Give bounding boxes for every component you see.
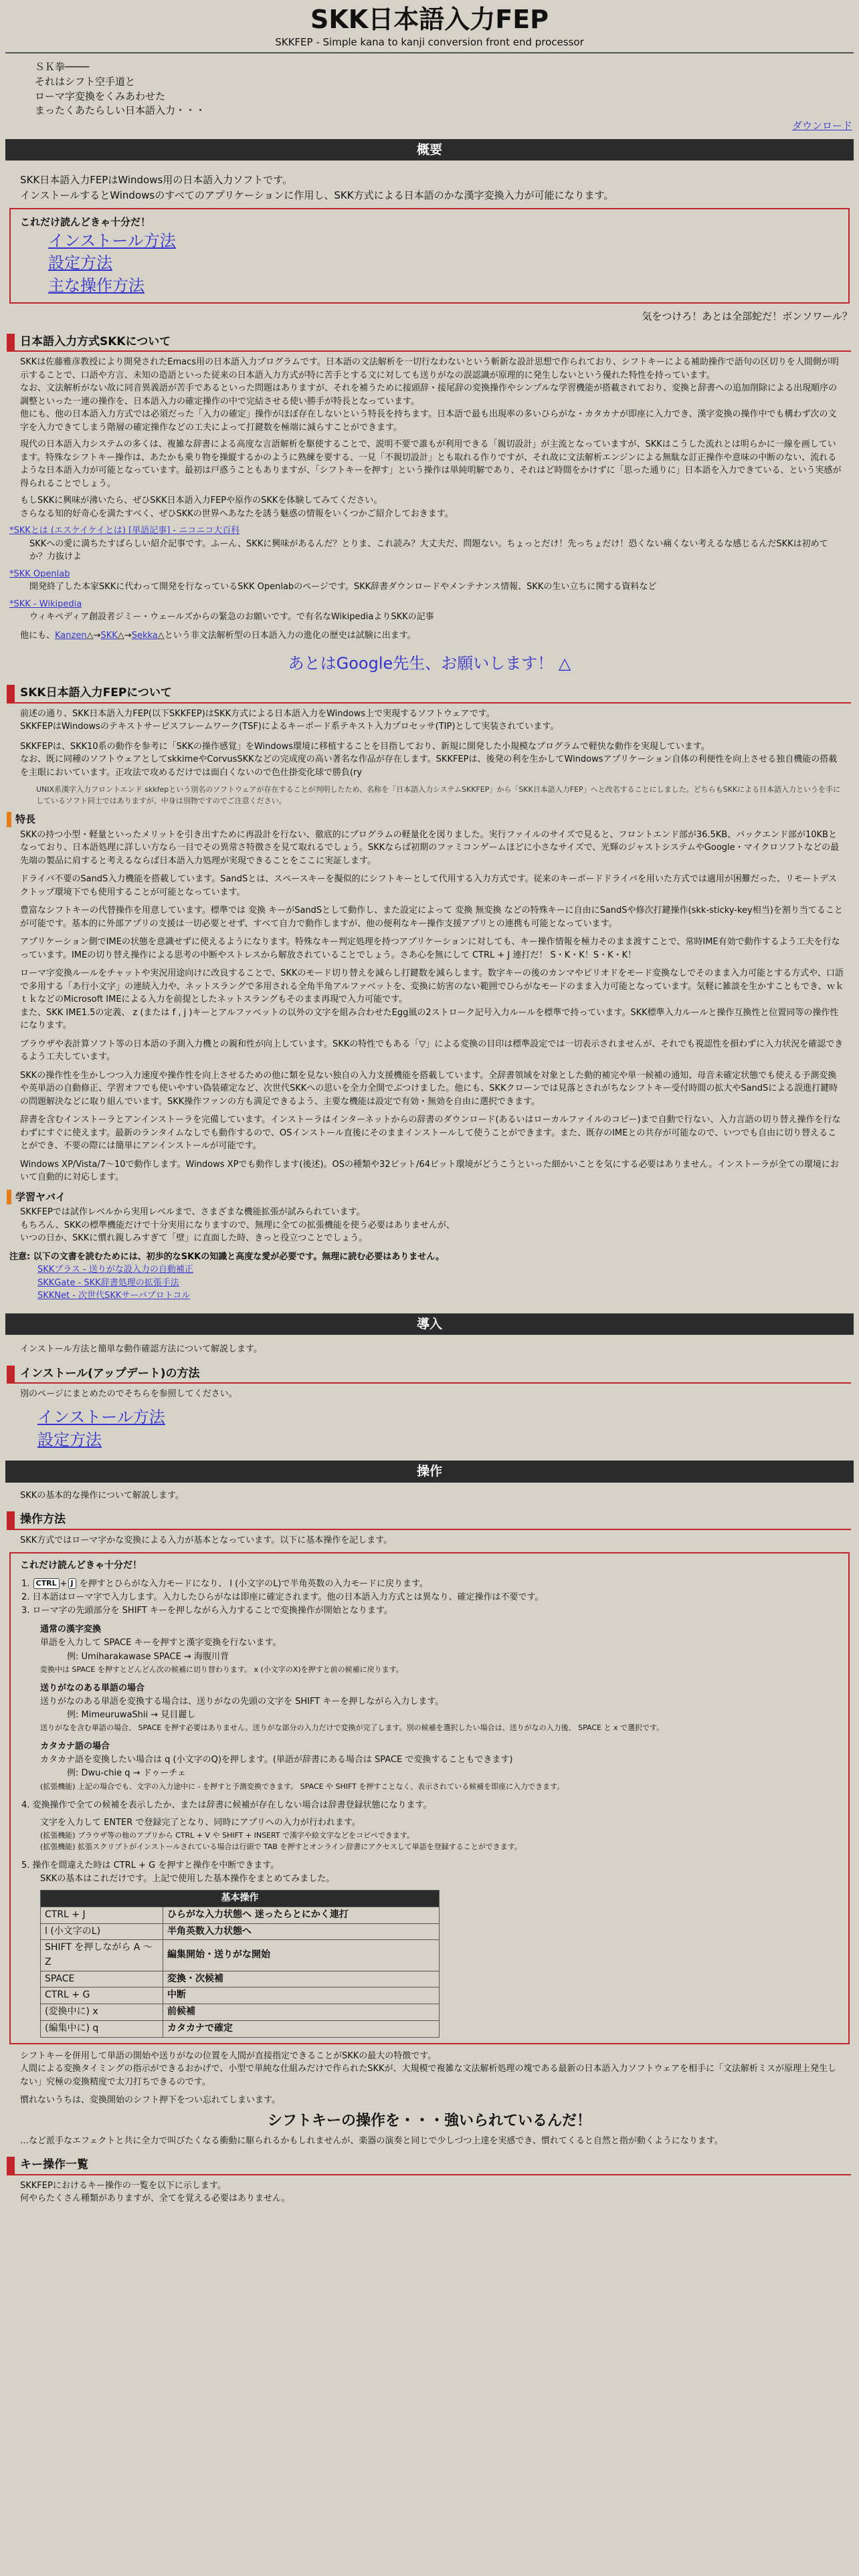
desc: 単語を入力して SPACE キーを押すと漢字変換を行ないます。 [40,1638,282,1648]
heading-research: 学習ヤバイ [7,1190,851,1205]
action-cell: 中断 [163,1988,440,2004]
reference-item [9,568,844,594]
skkplus-link[interactable]: SKKプラス - 送りがな設入力の自動補正 [37,1265,193,1275]
paragraph: SKKFEPでは試作レベルから実用レベルまで、さまざまな機能拡張が試みられています。 [20,1207,365,1218]
action-cell: 編集開始・送りがな開始 [163,1940,440,1971]
key-cell: l (小文字のL) [41,1923,163,1940]
heading-operation: 操作方法 [7,1511,851,1530]
desc: 送りがなのある単語を変換する場合は、送りがなの先頭の文字を SHIFT キーを押しながら入力します。 [40,1696,444,1707]
heading-key-list: キー操作一覧 [7,2157,851,2175]
table-row [41,2020,440,2037]
step-text: ローマ字の先頭部分を SHIFT キーを押しながら入力することで変換操作が開始となります。 [32,1606,393,1616]
intro-text: インストール方法と簡単な動作確認方法について解説します。 [20,1344,263,1355]
subheading: 送りがなのある単語の場合 [40,1683,145,1693]
poem-line: ＳＫ拳──── [35,61,90,74]
openlab-link[interactable]: *SKK Openlab [9,568,70,579]
download-link[interactable]: ダウンロード [791,120,852,132]
paragraph: SKKFEPはWindowsのテキストサービスフレームワーク(TSF)によるキーボード系テキスト入力プロセッサ(TIP)として実装されています。 [20,722,559,732]
table-row [41,1923,440,1940]
paragraph: いつの日か、SKKに慣れ親しみすぎて「壁」に直面した時、きっと役立つことでしょう。 [20,1233,368,1244]
section-band-intro: 導入 [5,1313,854,1335]
about-fep-body [20,708,844,807]
feature-text: 辞書を含むインストーラとアンインストーラを完備しています。インストーラはインターネットからの辞書のダウンロード(あるいはローカルファイルのコピー)まで自動で行ない、入力言語の切り替え操作を行なわずにすぐに使えます。最新のランタイムなしでも動作するので、OSインストール直後にそのままインストールして使うことができます。また、既存のIMEとの共存が可能なので、いつでも自由に切り替えることができ、不要の際には簡単にアンインストールが可能です。 [20,1115,841,1152]
poem-line: まったくあたらしい日本語入力・・・ [35,104,206,117]
reference-desc: ウィキペディア創設者ジミー・ウェールズからの緊急のお願いです。で有名なWikipediaよりSKKの記事 [29,612,434,623]
note: 送りがなを含む単語の場合、 SPACE を押す必要はありません。送りがな部分の入力だけで変換が完了します。別の候補を選択したい場合は、送りがなの入力後、 SPACE と x で選択です。 [40,1723,664,1733]
feature-text: SKKの持つ小型・軽量といったメリットを引き出すために再設計を行ない、徹底的にプログラムの軽量化を図りました。実行ファイルのサイズで見ると、フロントエンド部が36.5KB、バックエンド部が10KBとなっており、日本語処理に詳しい方なら一目でその異常さ特徴さを見て取れるでしょう。SKKならば初期のファミコンゲームほどに小さなサイズで、光輝のジャストシステムやGoogle・マイクロソフトなどの最先端の製品に肩すると考えるならば日本語入力処理が実現できることをここに実証します。 [20,829,840,866]
paragraph: 慣れないうちは、変換開始のシフト押下をつい忘れてしまいます。 [20,2095,280,2106]
paragraph: SKKは佐藤雅彦教授により開発されたEmacs用の日本語入力プログラムです。日本語の文法解析を一切行なわないという斬新な設計思想で作られており、シフトキーによる補助操作で語句の区切りを人間側が明示することで、口語や方言、未知の造語といった従来の日本語入力方式が特に苦手とする文に対しても送りがなの誤認識が原理的に発生しないという優れた特性を持っています。 [20,357,839,381]
heading-install: インストール(アップデート)の方法 [7,1366,851,1384]
paragraph: さらなる知的好奇心を満たすべく、ぜひSKKの世界へあなたを誘う魅惑の情報をいくつかご紹介しておきます。 [20,508,454,519]
action-cell: 前候補 [163,2004,440,2021]
settings-link[interactable]: 設定方法 [48,253,112,273]
reference-desc: 開発終了した本家SKKに代わって開発を行なっているSKK Openlabのページです。SKK辞書ダウンロードやメンテナンス情報、SKKの生い立ちに関する資料など [29,582,657,593]
warning-text: 注意: 以下の文書を読むためには、初歩的なSKKの知識と高度な愛が必要です。無理に読む必要はありません。 [9,1251,444,1262]
kanzen-link[interactable]: Kanzen [55,630,87,641]
j-key: J [68,1578,76,1589]
step-4: 4. 変換操作で全ての候補を表示したか、または辞書に候補が存在しない場合は辞書登録状態になります。 [21,1800,432,1810]
reference-item [9,524,844,564]
desc: カタカナ語を変換したい場合は q (小文字のQ)を押します。(単語が辞書にある場合は SPACE で変換することもできます) [40,1755,513,1765]
step-5: 5. 操作を間違えた時は CTRL + G を押すと操作を中断できます。 [21,1860,280,1871]
paragraph: もしSKKに興味が沸いたら、ぜひSKK日本語入力FEPや原作のSKKを体験してみてください。 [20,496,383,506]
table-row [41,1907,440,1924]
box-heading: これだけ読んどきゃ十分だ！ [20,216,151,229]
step-text: 日本語はローマ字で入力します。入力したひらがなは即座に確定されます。他の日本語入力方式とは異なり、確定操作は不要です。 [32,1592,544,1602]
feature-text: また、SKK IME1.5の定義、 z (または f , j )キーとアルファベットの以外の文字を組み合わせたEgg風の2ストローク記号入力ルールを標準で持っています。SKK標準入力ルールと操作互換性と位置同等の操作性になります。 [20,1007,839,1031]
emphasis-text: シフトキーの操作を・・・強いられているんだ！ [267,2112,591,2129]
reference-desc: SKKへの愛に満ちたすばらしい紹介記事です。ふーん、SKKに興味があるんだ？とりま、これ読み？大丈夫だ、問題ない。ちょっとだけ！先っちょだけ！恐くない痛くない考えるな感じるんだSKKは初めてか？力抜けよ [29,538,828,562]
note: (拡張機能) 拡張スクリプトがインストールされている場合は行頭で TAB を押すとオンライン辞書にアクセスして単語を登録することができます。 [40,1842,522,1851]
key-cell: CTRL + J [41,1907,163,1924]
poem-line: ローマ字変換をくみあわせた [35,90,166,102]
arrow-icon: △→ [86,630,101,641]
box-heading: これだけ読んどきゃ十分だ！ [20,1560,142,1572]
table-row [41,1940,440,1971]
skknet-link[interactable]: SKKNet - 次世代SKKサーバプロトコル [37,1291,191,1301]
key-cell: SHIFT を押しながら A 〜 Z [41,1940,163,1971]
install-link[interactable]: インストール方法 [48,231,176,250]
external-icon: △ [157,630,165,641]
ops-intro: SKK方式ではローマ字かな変換による入力が基本となっています。以下に基本操作を記します。 [20,1535,393,1545]
feature-text: 豊富なシフトキーの代替操作を用意しています。標準では 変換 キーがSandSとして動作し、また設定によって 変換 無変換 などの特殊キーに自由にSandSや修次打鍵操作(skk-sticky-key相当)を割り当てることが可能です。基本的に外部アプリの支援は一切必要とせず、すべて自力で動作しますが、他の便利なキー操作支援アプリとの連携も可能となっています。 [20,905,843,929]
action-cell: 半角英数入力状態へ [163,1923,440,1940]
paragraph: なお、既に同種のソフトウェアとしてskkimeやCorvusSKKなどの完成度の高い著名な作品が存在します。SKKFEPは、後発の利を生かしてWindowsアプリケーション自体の利便性を向上させる独自機能の搭載を主眼においています。正攻法で攻めるだけでは面白くないので色仕掛変化球で勝負(ry [20,754,838,778]
step-2: 2. 日本語はローマ字で入力します。入力したひらがなは即座に確定されます。他の日本語入力方式とは異なり、確定操作は不要です。 [21,1592,544,1602]
note: (拡張機能) 上記の場合でも、文字の入力途中に - を押すと予測変換できます。 SPACE や SHIFT を押すことなく、表示されている候補を即座に入力できます。 [40,1782,565,1791]
paragraph: 他にも、他の日本語入力方式では必須だった「入力の確定」操作がほぼ存在しないという特長を持ちます。日本語で最も出現率の多いひらがな・カタカナが即座に入力でき、漢字変換の操作中でも構わず次の文字を入力できてしまう階層の確定操作などの工夫によって打鍵数を極端に減らすことができます。 [20,409,837,433]
example: 例: Umiharakawase SPACE → 海腹川背 [67,1651,229,1662]
feature-text: ブラウザや表計算ソフト等の日本語の予測入力機との親和性が向上しています。SKKの特性でもある「▽」による変換の目印は標準設定では一切表示されませんが、それでも視認性を損わずに入力状況を確認できるよう工夫しています。 [20,1039,844,1063]
wikipedia-link[interactable]: *SKK - Wikipedia [9,599,82,609]
tagline [35,60,859,118]
example: 例: MimeuruwaShii → 見目麗し [67,1710,196,1721]
paragraph: 人間による変換タイミングの指示ができるおかげで、小型で単純な仕組みだけで作られたSKKが、大規模で複雑な文法解析処理の塊である最新の日本語入力ソフトウェアを相手に「文法解析ミスが原理上発生しない」究極の変換精度で太刀打ちできるのです。 [20,2064,837,2087]
paragraph: シフトキーを併用して単語の開始や送りがなの位置を人間が直接指定できることがSKKの最大の特徴です。 [20,2050,437,2061]
example: 例: Dwu-chie q → ドゥーチェ [67,1768,186,1779]
paragraph: 現代の日本語入力システムの多くは、複雑な辞書による高度な言語解析を駆使することで、説明不要で誰もが利用できる「親切設計」が主流となっていますが、SKKはこうした流れとは明らかに一線を画しています。特殊なシフトキー操作は、あたかも乗り物を操縦するかのように熟練を要する、一見「不親切設計」とも取れる作りですが、それ故に文法解析エンジンによる無駄な訂正操作や意味の中断のない、流れるような日本語入力が可能となっています。最初は戸惑うこともありますが、「シフトキーを押す」という操作は単純明解であり、それはど時間をかけずに「思った通りに」日本語を入力できている、という実感が得られることでしょう。 [20,439,842,489]
note-text: 気をつけろ！あとは全部蛇だ！ボンソワール？ [642,310,852,323]
feature-text: Windows XP/Vista/7〜10で動作します。Windows XPでも動作します(後述)。OSの種類や32ビット/64ビット環境がどうこうといった細かいことを気にする必要はありません。インストーラが全ての環境において自動的に対応します。 [20,1159,839,1183]
ops-text: SKKの基本的な操作について解説します。 [20,1490,185,1501]
poem-line: それはシフト空手道と [35,75,136,88]
external-icon: △ [553,654,571,673]
reference-item [9,598,844,624]
google-link[interactable]: あとはGoogle先生、お願いします！ [288,654,554,673]
arrow-icon: △→ [117,630,132,641]
install-link-2[interactable]: インストール方法 [37,1407,165,1426]
skkgate-link[interactable]: SKKGate - SKK辞書処理の拡張手法 [37,1277,179,1288]
feature-text: SKKの操作性を生かしつつ入力速度や操作性を向上させるための他に類を見ない独自の入力支援機能を搭載しています。全辞書領域を対象とした動的補完や単一候補の通知、母音未確定状態でも使える予測変換や英単語の自動修正、学習オフでも使いやすい偽装確定など、次世代SKKへの思いを全力全開でぶつけました。他にも、SKKクローンでは見落とされがちなシフトキー受付時間の拡大やSandSによる誤進打鍵時の問題解決などに取り組んでいます。SKK操作ファンの方も満足できるよう、主要な機能は設定で有効・無効を自由に選択できます。 [20,1070,838,1107]
settings-link-2[interactable]: 設定方法 [37,1430,102,1449]
paragraph: SKKFEPは、SKK10系の動作を参考に「SKKの操作感覚」をWindows環境に移植することを目指しており、新規に開発した小規模なプログラムで軽快な動作を実現しています。 [20,741,710,752]
note: (拡張機能) ブラウザ等の他のアプリから CTRL + V や SHIFT + INSERT で漢字や絵文字などをコピペできます。 [40,1830,414,1840]
step-text: を押すとひらがな入力モードになり、 l (小文字のL)で半角英数の入力モードに戻ります。 [79,1578,428,1589]
ctrl-key: CTRL [33,1578,60,1589]
overview-text: インストールするとWindowsのすべてのアプリケーションに作用し、SKK方式による日本語のかな漢字変換入力が可能になります。 [20,189,614,201]
step-3: 3. ローマ字の先頭部分を SHIFT キーを押しながら入力することで変換操作が開始となります。 [21,1606,393,1616]
step-4-detail [40,1816,839,1852]
section-band-ops: 操作 [5,1461,854,1483]
section-band-overview: 概要 [5,139,854,161]
paragraph: もちろん、SKKの標準機能だけで十分実用になりますので、無理に全ての拡張機能を使う必要はありませんが、 [20,1220,455,1230]
feature-text: ドライバ不要のSandS入力機能を搭載しています。SandSとは、スペースキーを擬似的にシフトキーとして代用する入力方式です。従来のキーボードドライバを用いた方式では適用が困難だった、リモートデスクトップ環境下でも使用することが可能となっています。 [20,874,837,897]
action-cell: 変換・次候補 [163,1971,440,1988]
feature-text: アプリケーション側でIMEの状態を意識せずに使えるようになります。特殊なキー判定処理を持つアプリケーションに対しても、キー操作情報を極力そのまま渡すことで、常時IME有効で動作するよう工夫を行なっています。IMEの切り替え操作による思考の中断やストレスから解放されていることでしょう。さあ心を無にして CTRL + J 連打だ！ S・K・K！S・K・K！ [20,937,840,960]
nicopedia-link[interactable]: *SKKとは (エスケイケイとは) [単語記事] - ニコニコ大百科 [9,526,240,536]
paragraph: 前述の通り、SKK日本語入力FEP(以下SKKFEP)はSKK方式による日本語入力をWindows上で実現するソフトウェアです。 [20,708,495,719]
basic-ops-box [9,1552,850,2044]
install-text: 別のページにまとめたのでそちらを参照してください。 [20,1389,237,1400]
subheading: 通常の漢字変換 [40,1624,102,1635]
chain-text: という非文法解析型の日本語入力の進化の歴史は試験に出ます。 [164,630,416,641]
heading-features: 特長 [7,812,851,827]
key-cell: CTRL + G [41,1988,163,2004]
research-body [20,1206,844,1245]
page-title: SKK日本語入力FEP [310,5,549,34]
heading-about-fep: SKK日本語入力FEPについて [7,685,851,704]
about-skk-body [20,356,844,520]
skk-link[interactable]: SKK [100,630,118,641]
summary: SKKの基本はこれだけです。上記で使用した基本操作をまとめてみました。 [40,1874,335,1885]
subheading: カタカナ語の場合 [40,1741,110,1752]
table-heading: 基本操作 [41,1891,440,1907]
feature-text: ローマ字変換ルールをチャットや実況用途向けに改良することで、SKKのモード切り替えを減らし打鍵数を減らします。数字キーの後のカンマやピリオドをモード変換なしでそのまま入力可能とする方式や、口語で多用する「あ行小文字」の連続入力や、ネットスラングで多用される全角半角アルファベットを、変換に妨害のない範囲でひらがなモードのまま入力可能となっています。気軽に雑談を生かすこともでき、ｗｋｔｋなどのMicrosoft IMEによる入力を前提としたネットスラングもそのまま再現で入力可能です。 [20,968,844,1005]
step-text: 操作を間違えた時は CTRL + G を押すと操作を中断できます。 [32,1860,280,1871]
chain-line [20,629,844,643]
table-row [41,1988,440,2004]
sekka-link[interactable]: Sekka [131,630,158,641]
paragraph: SKKFEPにおけるキー操作の一覧を以下に示します。 [20,2180,226,2191]
quick-links-box [9,208,850,304]
basic-ops-table [40,1890,440,2037]
step-1: 1. CTRL + J を押すとひらがな入力モードになり、 l (小文字のL)で半角英数の入力モードに戻ります。 [21,1578,428,1589]
key-cell: (編集中に) q [41,2020,163,2037]
operation-link[interactable]: 主な操作方法 [48,276,145,295]
note: 変換中は SPACE を押すとどんどん次の候補に切り替わります。 x (小文字のX)を押すと前の候補に戻ります。 [40,1665,403,1674]
features-body [20,829,844,1184]
paragraph: 何やらたくさん種類がありますが、全てを覚える必要はありません。 [20,2193,290,2204]
paragraph: なお、文法解析がない故に同音異義語が苦手であるといった問題はありますが、それを補うために接頭辞・接尾辞の変換操作やシンプルな学習機能が搭載されており、変換と辞書への追加削除による出現順序の調整といった一連の操作を、日本語入力の確定操作の中で完結させる使い勝手が特長となっています。 [20,383,838,407]
step-text: 変換操作で全ての候補を表示したか、または辞書に候補が存在しない場合は辞書登録状態になります。 [32,1800,432,1810]
action-cell: ひらがな入力状態へ 迷ったらとにかく連打 [163,1907,440,1924]
rename-note: UNIX系漢字入力フロントエンド skkfepという別名のソフトウェアが存在することが判明したため、名称を「日本語入力システムSKKFEP」から「SKK日本語入力FEP」へと改名することにしました。どちらもSKKによる日本語入力というを手にしているソフト同士ではありますが、中身は別物ですのでご注意ください。 [36,785,841,805]
table-row [41,1971,440,1988]
overview-text: SKK日本語入力FEPはWindows用の日本語入力ソフトです。 [20,174,293,187]
paragraph: …など派手なエフェクトと共に全力で叫びたくなる衝動に駆られるかもしれませんが、楽器の演奏と同じで少しづつ上達を実感でき、慣れてくると自然と指が動くようになります。 [20,2135,723,2146]
heading-about-skk: 日本語入力方式SKKについて [7,334,851,352]
after-text [20,2050,844,2107]
key-list-intro [20,2179,844,2206]
chain-text: 他にも、 [20,630,56,641]
key-cell: (変換中に) x [41,2004,163,2021]
desc: 文字を入力して ENTER で登録完了となり、同時にアプリへの入力が行われます。 [40,1817,361,1828]
action-cell: カタカナで確定 [163,2020,440,2037]
table-row [41,2004,440,2021]
page-subtitle: SKKFEP - Simple kana to kanji conversion front end processor [5,35,854,54]
key-cell: SPACE [41,1971,163,1988]
